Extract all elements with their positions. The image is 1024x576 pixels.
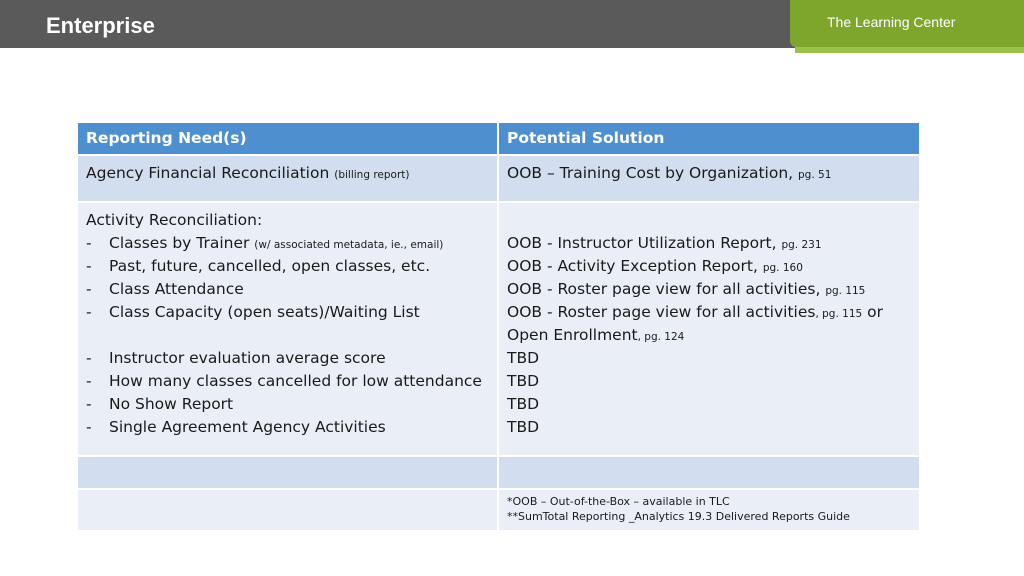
list-item: OOB - Instructor Utilization Report, pg. 231 xyxy=(507,234,822,252)
list-item: TBD xyxy=(507,418,540,436)
table-row-empty xyxy=(78,457,919,490)
solution-cell xyxy=(499,156,919,203)
spacer xyxy=(507,209,911,232)
need-note: (billing report) xyxy=(334,169,410,181)
table-row-footnotes xyxy=(78,490,919,532)
list-item: - Classes by Trainer (w/ associated metadata, ie., email) xyxy=(86,234,444,252)
empty-cell xyxy=(78,457,499,490)
table-row xyxy=(78,156,919,203)
solution-page: pg. 51 xyxy=(798,169,832,181)
brand-tab-shadow xyxy=(795,47,1024,53)
need-cell xyxy=(78,203,499,457)
list-item: - Instructor evaluation average score xyxy=(86,349,386,367)
table-row xyxy=(78,203,919,457)
list-item: - Class Capacity (open seats)/Waiting List xyxy=(86,303,420,321)
list-item: - Past, future, cancelled, open classes, etc. xyxy=(86,257,431,275)
list-item: TBD xyxy=(507,395,540,413)
empty-cell xyxy=(499,457,919,490)
need-cell xyxy=(78,156,499,203)
list-item: - Single Agreement Agency Activities xyxy=(86,418,386,436)
slide-title: Enterprise xyxy=(46,13,155,38)
list-item: - No Show Report xyxy=(86,395,234,413)
list-item: - Class Attendance xyxy=(86,280,244,298)
reporting-table xyxy=(78,123,919,532)
solution-cell xyxy=(499,203,919,457)
footnote-cell xyxy=(499,490,919,532)
header-potential-solution: Potential Solution xyxy=(499,123,919,156)
empty-cell xyxy=(78,490,499,532)
need-text: Agency Financial Reconciliation xyxy=(86,164,330,182)
spacer xyxy=(86,324,489,347)
need-title: Activity Reconciliation: xyxy=(86,211,263,229)
footnote: **SumTotal Reporting _Analytics 19.3 Delivered Reports Guide xyxy=(507,510,850,523)
list-item: - How many classes cancelled for low attendance xyxy=(86,372,482,390)
table-header-row xyxy=(78,123,919,156)
solution-text: OOB – Training Cost by Organization, xyxy=(507,164,794,182)
brand-label: The Learning Center xyxy=(827,14,956,30)
list-item: Open Enrollment, pg. 124 xyxy=(507,326,685,344)
list-item: OOB - Roster page view for all activities, pg. 115 xyxy=(507,280,866,298)
footnote: *OOB – Out-of-the-Box – available in TLC xyxy=(507,495,730,508)
list-item: TBD xyxy=(507,372,540,390)
header-reporting-needs: Reporting Need(s) xyxy=(78,123,499,156)
list-item: OOB - Roster page view for all activities, pg. 115 or xyxy=(507,303,883,321)
list-item: OOB - Activity Exception Report, pg. 160 xyxy=(507,257,803,275)
list-item: TBD xyxy=(507,349,540,367)
